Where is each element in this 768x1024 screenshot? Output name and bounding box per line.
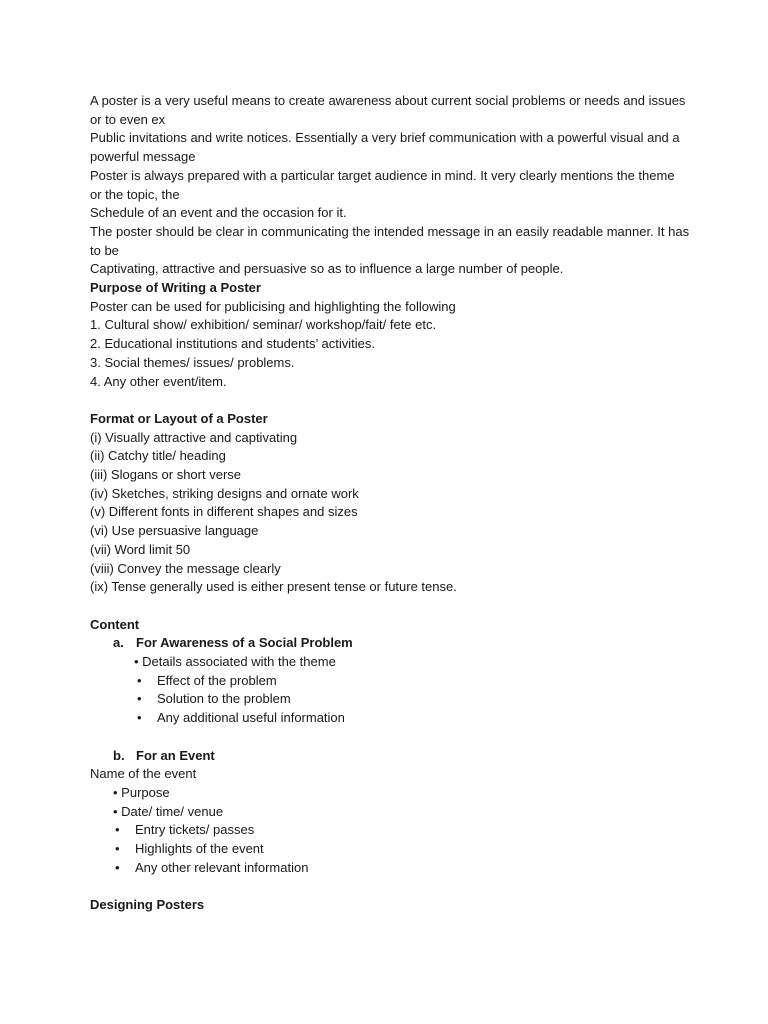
list-item-text: Entry tickets/ passes (135, 822, 255, 838)
spacer (90, 391, 680, 410)
list-item-text: Highlights of the event (135, 841, 264, 857)
intro-line: Schedule of an event and the occasion for it. (90, 205, 347, 221)
content-subheading-b (90, 747, 680, 766)
intro-line: to be (90, 242, 119, 258)
bullet-icon: • (115, 841, 120, 857)
format-item: (viii) Convey the message clearly (90, 560, 281, 576)
format-item: (ix) Tense generally used is either present tense or future tense. (90, 579, 457, 595)
intro-line: Public invitations and write notices. Essentially a very brief communication with a powerful visual and a (90, 130, 680, 146)
list-item (90, 821, 680, 840)
intro-line: The poster should be clear in communicating the intended message in an easily readable manner. It has (90, 223, 690, 239)
bullet-icon: • (137, 672, 142, 688)
intro-line: A poster is a very useful means to create awareness about current social problems or needs and issues (90, 93, 686, 108)
content-heading: Content (90, 616, 140, 632)
event-name-line: Name of the event (90, 766, 197, 782)
subheading-text: For Awareness of a Social Problem (136, 635, 353, 651)
spacer (90, 728, 680, 747)
bullet-icon: • (137, 691, 142, 707)
format-heading: Format or Layout of a Poster (90, 410, 268, 426)
format-item: (ii) Catchy title/ heading (90, 448, 226, 464)
list-item (90, 859, 680, 878)
purpose-lead: Poster can be used for publicising and highlighting the following (90, 298, 456, 314)
list-item: • Details associated with the theme (134, 654, 336, 670)
list-item-text: Any additional useful information (157, 710, 345, 726)
list-item-text: Any other relevant information (135, 859, 309, 875)
content-subheading-a (90, 634, 680, 653)
format-item: (iii) Slogans or short verse (90, 467, 241, 483)
designing-heading: Designing Posters (90, 897, 205, 913)
intro-line: Poster is always prepared with a particular target audience in mind. It very clearly mentions the theme (90, 167, 675, 183)
list-item: • Purpose (113, 784, 170, 800)
document-body (90, 92, 690, 915)
intro-line: Captivating, attractive and persuasive so as to influence a large number of people. (90, 261, 564, 277)
purpose-item: 4. Any other event/item. (90, 373, 227, 389)
format-item: (iv) Sketches, striking designs and ornate work (90, 485, 359, 501)
bullet-icon: • (137, 710, 142, 726)
subheading-text: For an Event (136, 747, 215, 763)
list-item-text: Effect of the problem (157, 672, 277, 688)
list-label: a. (113, 635, 124, 651)
spacer (90, 597, 680, 616)
intro-line: powerful message (90, 149, 196, 165)
list-label: b. (113, 747, 125, 763)
list-item (90, 709, 680, 728)
list-item (90, 690, 680, 709)
format-item: (vi) Use persuasive language (90, 523, 259, 539)
intro-line: or to even ex (90, 111, 166, 127)
spacer (90, 877, 680, 896)
list-item (90, 672, 680, 691)
purpose-item: 2. Educational institutions and students’ activities. (90, 336, 375, 352)
purpose-heading: Purpose of Writing a Poster (90, 280, 261, 296)
list-item-text: Solution to the problem (157, 691, 291, 707)
purpose-item: 1. Cultural show/ exhibition/ seminar/ workshop/fait/ fete etc. (90, 317, 437, 333)
bullet-icon: • (115, 822, 120, 838)
format-item: (vii) Word limit 50 (90, 541, 191, 557)
intro-line: or the topic, the (90, 186, 180, 202)
format-item: (i) Visually attractive and captivating (90, 429, 298, 445)
purpose-item: 3. Social themes/ issues/ problems. (90, 354, 295, 370)
list-item: • Date/ time/ venue (113, 803, 224, 819)
format-item: (v) Different fonts in different shapes and sizes (90, 504, 358, 520)
bullet-icon: • (115, 859, 120, 875)
list-item (90, 840, 680, 859)
